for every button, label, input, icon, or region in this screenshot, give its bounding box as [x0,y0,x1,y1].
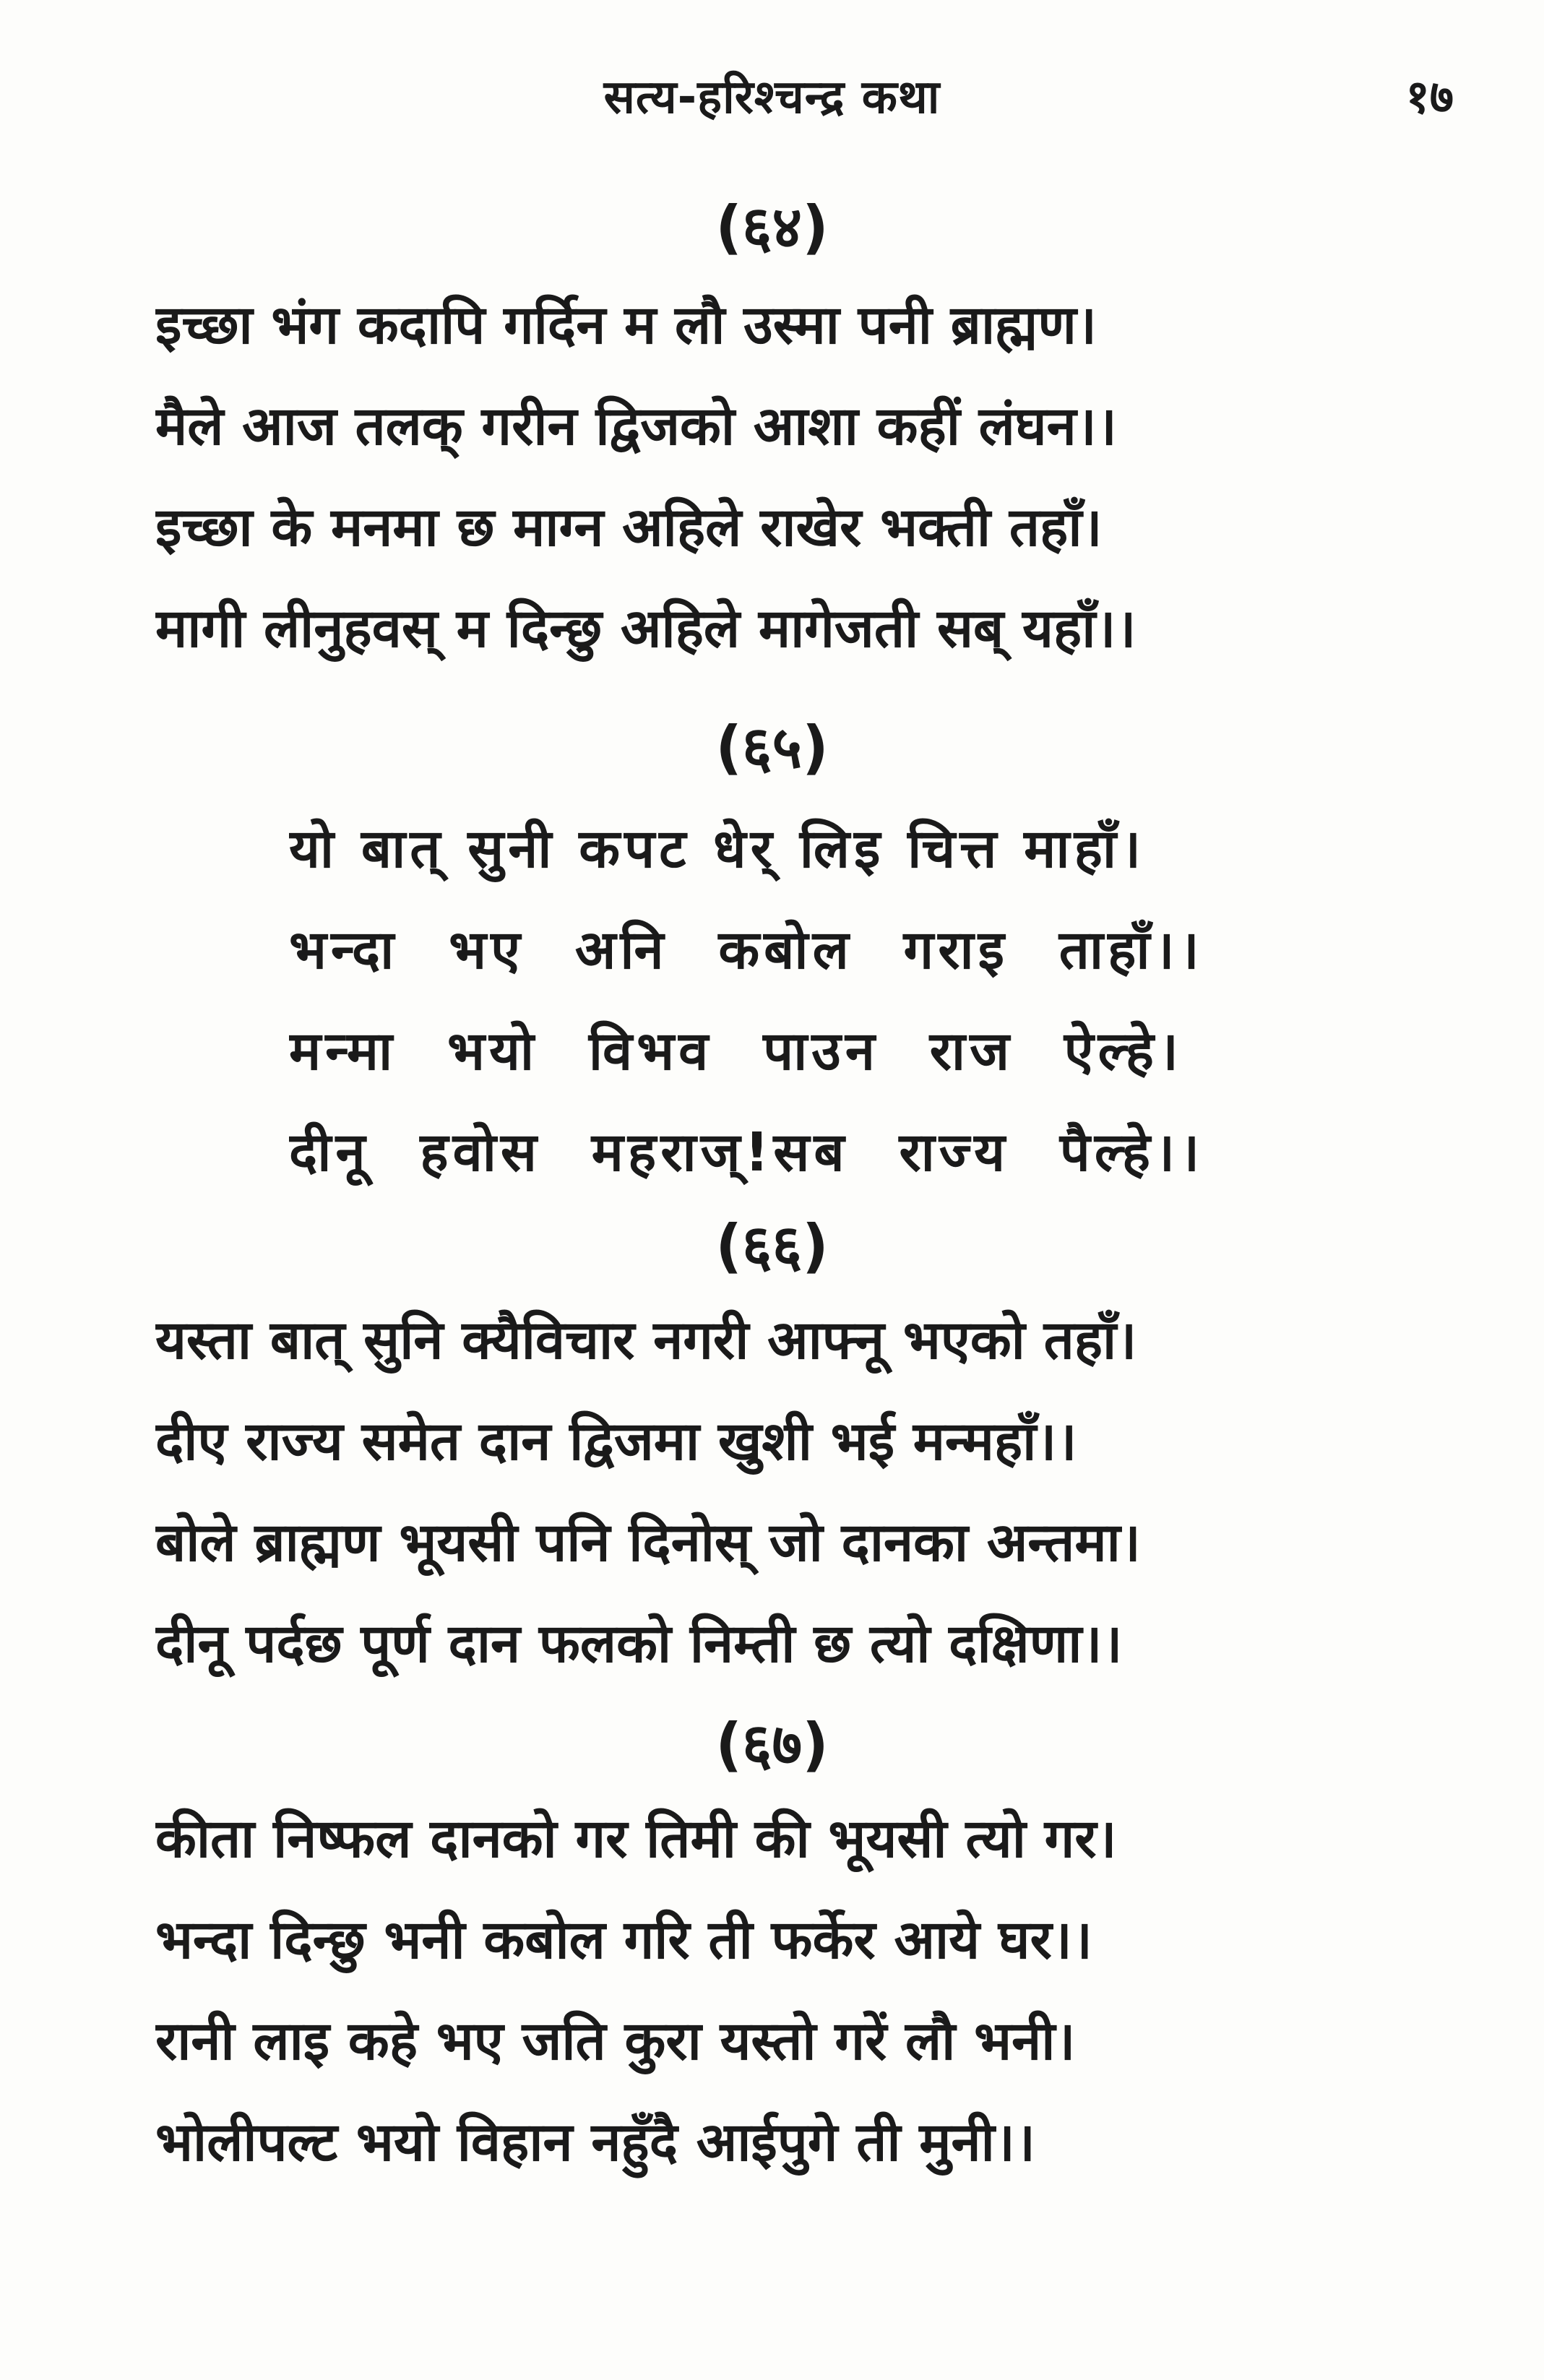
verse-line: इच्छा भंग कदापि गर्दिन म लौ उस्मा पनी ब्राह्मण। [155,294,1097,356]
verse-line: रानी लाइ कहे भए जति कुरा यस्तो गरें लौ भनी। [155,2010,1076,2072]
stanza-number: (६४) [715,194,829,261]
verse-line: दीनू हवोस महराज्!सब राज्य पैल्हे।। [289,1121,1204,1183]
verse-line: मागी लीनुहवस् म दिन्छु अहिले मागेजती सब् यहाँ।। [155,598,1137,660]
verse-line: इच्छा के मनमा छ माग्न अहिले राखेर भक्ती तहाँ। [155,496,1103,559]
page-number: १७ [1405,71,1454,124]
verse-line: भोलीपल्ट भयो विहान नहुँदै आईपुगे ती मुनी।। [155,2111,1035,2173]
verse-line: बोले ब्राह्मण भूयसी पनि दिनोस् जो दानका अन्तमा। [155,1512,1141,1574]
verse-line: यो बात् सुनी कपट धेर् लिइ चित्त माहाँ। [289,818,1146,880]
verse-line: भन्दा भए अनि कबोल गराइ ताहाँ।। [289,919,1204,981]
stanza-number: (६६) [715,1212,829,1280]
verse-line: मन्मा भयो विभव पाउन राज ऐल्हे। [289,1020,1183,1082]
stanza-number: (६७) [715,1711,829,1778]
verse-line: दीनू पर्दछ पूर्ण दान फलको निम्ती छ त्यो दक्षिणा।। [155,1613,1123,1675]
verse-line: भन्दा दिन्छु भनी कबोल गरि ती फर्केर आये घर।। [155,1909,1092,1971]
verse-line: यस्ता बात् सुनि क्यैविचार नगरी आफ्नू भएको तहाँ। [155,1309,1137,1371]
running-head [0,58,1544,137]
verse-line: दीए राज्य समेत दान द्विजमा खुशी भई मन्महाँ।। [155,1410,1077,1473]
running-title: सत्य-हरिश्चन्द्र कथा [603,71,941,124]
stanza-number: (६५) [715,714,829,781]
verse-line: कीता निष्फल दानको गर तिमी की भूयसी त्यो गर। [155,1808,1117,1870]
verse-line: मैले आज तलक् गरीन द्विजको आशा कहीं लंघन।। [155,395,1117,457]
